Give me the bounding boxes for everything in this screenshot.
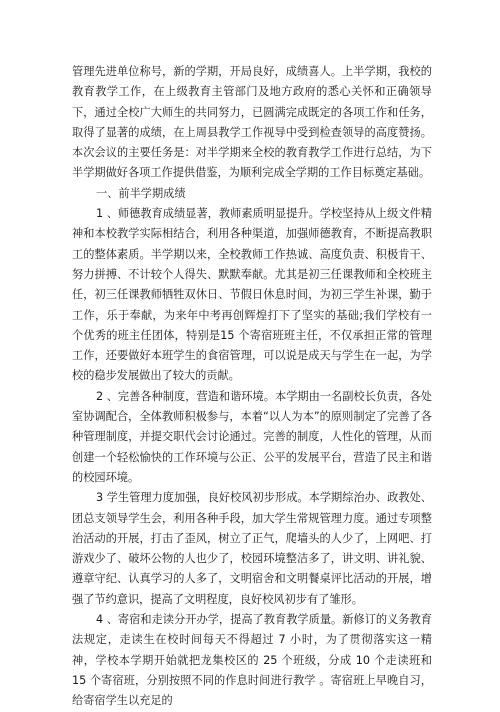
paragraph-item-2: 2 、完善各种制度，营造和谐环境。本学期由一名副校长负责，各处室协调配合，全体教师积极参与，本着“以人为本”的原则制定了完善了各种管理制度，并提交职代会讨论通过。完善的制度，人性化的管理，从而创建一个轻松愉快的工作环境与公正、公平的发展平台，营造了民主和谐的校园环境。	[72, 389, 432, 484]
section-heading: 一、前半学期成绩	[96, 186, 186, 200]
paragraph-item-3: 3 学生管理力度加强，良好校风初步形成。本学期综治办、政教处、团总支领导学生会，利用各种手段，加大学生常规管理力度。通过专项整治活动的开展，打击了歪风，树立了正气，爬墙头的人少了，上网吧、打游戏少了、破坏公物的人也少了，校园环境整洁多了，讲文明、讲礼貌、遵章守纪、认真学习的人多了，文明宿舍和文明餐桌评比活动的开展，增强了节约意识，提高了文明程度，良好校风初步有了雏形。	[72, 491, 432, 606]
paragraph-item-4: 4 、寄宿和走读分开办学，提高了教育教学质量。新修订的义务教育法规定，走读生在校时间每天不得超过 7 小时，为了贯彻落实这一精神，学校本学期开始就把龙集校区的 25 个班级，分成 10 个走读班和 15 个寄宿班，分别按照不同的作息时间进行教学 。寄宿班上早晚自习，给寄宿学生以充足的	[72, 613, 432, 708]
paragraph-intro: 管理先进单位称号，新的学期，开局良好，成绩喜人。上半学期，我校的教育教学工作，在上级教育主管部门及地方政府的悉心关怀和正确领导下，通过全校广大师生的共同努力，已圆满完成既定的各项工作和任务，取得了显著的成绩，在上周县教学工作视导中受到检查领导的高度赞扬。本次会议的主要任务是：对半学期来全校的教育教学工作进行总结，为下半学期做好各项工作提供借鉴，为顺利完成全学期的工作目标奠定基础。	[72, 65, 432, 180]
document-body	[72, 62, 432, 712]
paragraph-item-1: 1 、师德教育成绩显著，教师素质明显提升。学校坚持从上级文件精神和本校教学实际相结合，利用各种渠道，加强师德教育，不断提高教职工的整体素质。半学期以来，全校教师工作热诚、高度负责、积极肯干、努力拼搏、不计较个人得失、默默奉献。尤其是初三任课教师和全校班主任，初三任课教师牺牲双休日、节假日休息时间，为初三学生补课，勤于工作，乐于奉献，为来年中考再创辉煌打下了坚实的基础;我们学校有一个优秀的班主任团体，特别是15 个寄宿班班主任，不仅承担正常的管理工作，还要做好本班学生的食宿管理，可以说是成天与学生在一起，为学校的稳步发展做出了较大的贡献。	[72, 207, 432, 383]
